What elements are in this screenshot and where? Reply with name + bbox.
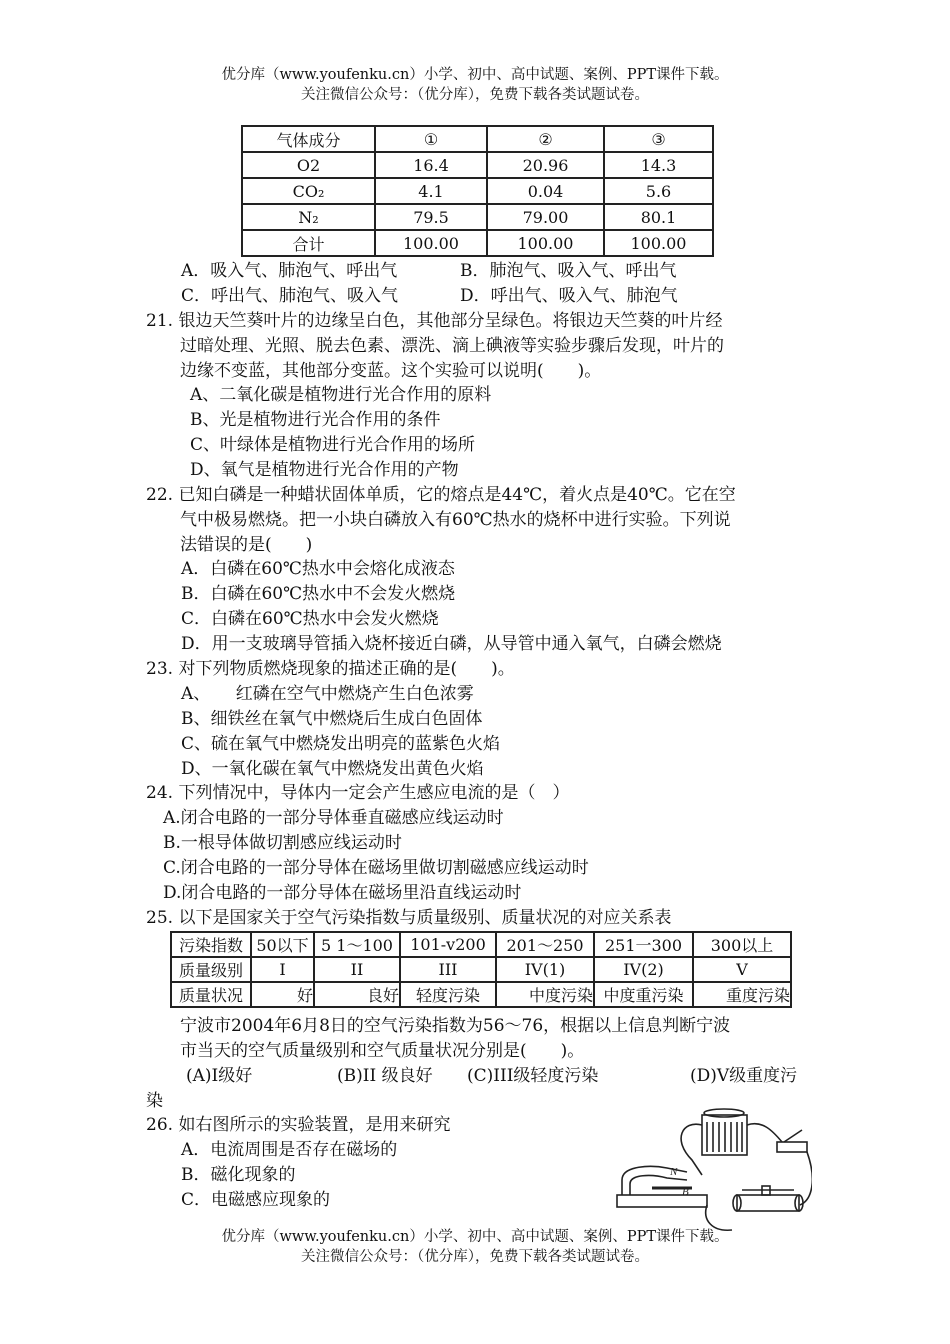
q23-stem: 23. 对下列物质燃烧现象的描述正确的是( )。 bbox=[146, 659, 515, 679]
q22-option-b: B．白磷在60℃热水中不会发火燃烧 bbox=[181, 584, 456, 604]
table-row bbox=[242, 178, 713, 204]
table-cell: 100.00 bbox=[487, 230, 604, 256]
table-cell: 79.5 bbox=[375, 204, 487, 230]
switch-icon bbox=[777, 1142, 807, 1152]
gas-composition-table bbox=[241, 125, 714, 257]
table-cell: I bbox=[251, 957, 314, 982]
q20-option-b: B．肺泡气、吸入气、呼出气 bbox=[460, 261, 677, 281]
q21-stem-line-1: 21. 银边天竺葵叶片的边缘呈白色，其他部分呈绿色。将银边天竺葵的叶片经 bbox=[146, 311, 723, 331]
table-row bbox=[242, 126, 713, 152]
table-cell: 79.00 bbox=[487, 204, 604, 230]
q24-stem: 24. 下列情况中，导体内一定会产生感应电流的是（ ） bbox=[146, 783, 570, 803]
table-row bbox=[242, 230, 713, 256]
table-header-cell: ① bbox=[375, 126, 487, 152]
table-cell: CO₂ bbox=[242, 178, 375, 204]
q26-stem: 26. 如右图所示的实验装置，是用来研究 bbox=[146, 1115, 451, 1135]
table-cell: 251一300 bbox=[594, 932, 693, 957]
footer-line-2: 关注微信公众号：（优分库），免费下载各类试题试卷。 bbox=[301, 1249, 649, 1265]
q21-option-c: C、叶绿体是植物进行光合作用的场所 bbox=[190, 435, 476, 455]
q25-option-d: (D)V级重度污 bbox=[690, 1066, 798, 1086]
table-cell: 0.04 bbox=[487, 178, 604, 204]
q20-option-d: D．呼出气、吸入气、肺泡气 bbox=[460, 286, 678, 306]
table-cell: 5.6 bbox=[604, 178, 713, 204]
q24-option-d: D.闭合电路的一部分导体在磁场里沿直线运动时 bbox=[163, 883, 522, 903]
table-cell: IV(2) bbox=[594, 957, 693, 982]
q22-option-d: D．用一支玻璃导管插入烧杯接近白磷，从导管中通入氧气，白磷会燃烧 bbox=[181, 634, 722, 654]
table-cell: 14.3 bbox=[604, 152, 713, 178]
table-cell: 50以下 bbox=[251, 932, 314, 957]
table-cell: 300以上 bbox=[693, 932, 791, 957]
table-header-cell: ② bbox=[487, 126, 604, 152]
table-header-cell: ③ bbox=[604, 126, 713, 152]
q23-option-c: C、硫在氧气中燃烧发出明亮的蓝紫色火焰 bbox=[181, 734, 501, 754]
q25-option-b: (B)II 级良好 bbox=[337, 1066, 433, 1086]
table-cell: 污染指数 bbox=[171, 932, 251, 957]
table-cell: 好 bbox=[251, 982, 314, 1007]
table-cell: 5 1～100 bbox=[314, 932, 400, 957]
q25-option-c: (C)III级轻度污染 bbox=[467, 1066, 599, 1086]
table-cell: 4.1 bbox=[375, 178, 487, 204]
q22-stem-line-1: 22. 已知白磷是一种蜡状固体单质，它的熔点是44℃，着火点是40℃。它在空 bbox=[146, 485, 736, 505]
table-cell: 中度污染 bbox=[496, 982, 594, 1007]
q24-option-b: B.一根导体做切割感应线运动时 bbox=[163, 833, 402, 853]
rheostat-icon bbox=[737, 1195, 799, 1211]
table-cell: 合计 bbox=[242, 230, 375, 256]
q20-option-a: A．吸入气、肺泡气、呼出气 bbox=[181, 261, 398, 281]
table-cell: 16.4 bbox=[375, 152, 487, 178]
q21-stem-line-2: 过暗处理、光照、脱去色素、漂洗、滴上碘液等实验步骤后发现，叶片的 bbox=[180, 336, 724, 356]
table-cell: O2 bbox=[242, 152, 375, 178]
table-cell: 重度污染 bbox=[693, 982, 791, 1007]
table-cell: 质量级别 bbox=[171, 957, 251, 982]
q25-text-line-2: 市当天的空气质量级别和空气质量状况分别是( )。 bbox=[180, 1041, 585, 1061]
q22-stem-line-3: 法错误的是( ) bbox=[180, 535, 313, 555]
magnet-label-n: N bbox=[670, 1166, 678, 1178]
table-cell: 100.00 bbox=[375, 230, 487, 256]
q20-option-c: C．呼出气、肺泡气、吸入气 bbox=[181, 286, 399, 306]
q22-option-a: A．白磷在60℃热水中会熔化成液态 bbox=[181, 559, 455, 579]
table-cell: II bbox=[314, 957, 400, 982]
q22-option-c: C．白磷在60℃热水中会发火燃烧 bbox=[181, 609, 439, 629]
header-line-1: 优分库（www.youfenku.cn）小学、初中、高中试题、案例、PPT课件下载。 bbox=[221, 67, 729, 83]
q21-option-d: D、氧气是植物进行光合作用的产物 bbox=[190, 460, 459, 480]
table-row bbox=[171, 982, 791, 1007]
table-cell: IV(1) bbox=[496, 957, 594, 982]
header-line-2: 关注微信公众号：（优分库），免费下载各类试题试卷。 bbox=[301, 87, 649, 103]
table-cell: 质量状况 bbox=[171, 982, 251, 1007]
table-cell: 201～250 bbox=[496, 932, 594, 957]
table-row bbox=[242, 204, 713, 230]
q21-option-a: A、二氧化碳是植物进行光合作用的原料 bbox=[190, 385, 492, 405]
table-cell: 101-v200 bbox=[400, 932, 496, 957]
q23-option-b: B、细铁丝在氧气中燃烧后生成白色固体 bbox=[181, 709, 483, 729]
table-row bbox=[171, 957, 791, 982]
q26-option-a: A．电流周围是否存在磁场的 bbox=[181, 1140, 398, 1160]
table-cell: 20.96 bbox=[487, 152, 604, 178]
q24-option-c: C.闭合电路的一部分导体在磁场里做切割磁感应线运动时 bbox=[163, 858, 589, 878]
q25-option-d-continued: 染 bbox=[146, 1091, 163, 1111]
q25-option-a: (A)I级好 bbox=[186, 1066, 253, 1086]
table-cell: 轻度污染 bbox=[400, 982, 496, 1007]
footer-line-1: 优分库（www.youfenku.cn）小学、初中、高中试题、案例、PPT课件下载。 bbox=[221, 1229, 729, 1245]
table-cell: III bbox=[400, 957, 496, 982]
table-cell: V bbox=[693, 957, 791, 982]
table-cell: 100.00 bbox=[604, 230, 713, 256]
q22-stem-line-2: 气中极易燃烧。把一小块白磷放入有60℃热水的烧杯中进行实验。下列说 bbox=[180, 510, 731, 530]
conductor-label-b: B bbox=[682, 1186, 689, 1198]
q23-option-a: A、 红磷在空气中燃烧产生白色浓雾 bbox=[181, 684, 474, 704]
table-cell: N₂ bbox=[242, 204, 375, 230]
table-row bbox=[171, 932, 791, 957]
q21-option-b: B、光是植物进行光合作用的条件 bbox=[190, 410, 441, 430]
q24-option-a: A.闭合电路的一部分导体垂直磁感应线运动时 bbox=[163, 808, 504, 828]
table-header-cell: 气体成分 bbox=[242, 126, 375, 152]
q25-text-line-1: 宁波市2004年6月8日的空气污染指数为56～76，根据以上信息判断宁波 bbox=[180, 1016, 731, 1036]
q21-stem-line-3: 边缘不变蓝，其他部分变蓝。这个实验可以说明( )。 bbox=[180, 361, 602, 381]
table-cell: 中度重污染 bbox=[594, 982, 693, 1007]
air-quality-table bbox=[170, 931, 792, 1008]
q23-option-d: D、一氧化碳在氧气中燃烧发出黄色火焰 bbox=[181, 759, 484, 779]
table-cell: 80.1 bbox=[604, 204, 713, 230]
q26-option-b: B．磁化现象的 bbox=[181, 1165, 296, 1185]
q25-stem: 25. 以下是国家关于空气污染指数与质量级别、质量状况的对应关系表 bbox=[146, 908, 672, 928]
table-row bbox=[242, 152, 713, 178]
experiment-apparatus-figure bbox=[612, 1100, 812, 1235]
q26-option-c: C．电磁感应现象的 bbox=[181, 1190, 331, 1210]
table-cell: 良好 bbox=[314, 982, 400, 1007]
